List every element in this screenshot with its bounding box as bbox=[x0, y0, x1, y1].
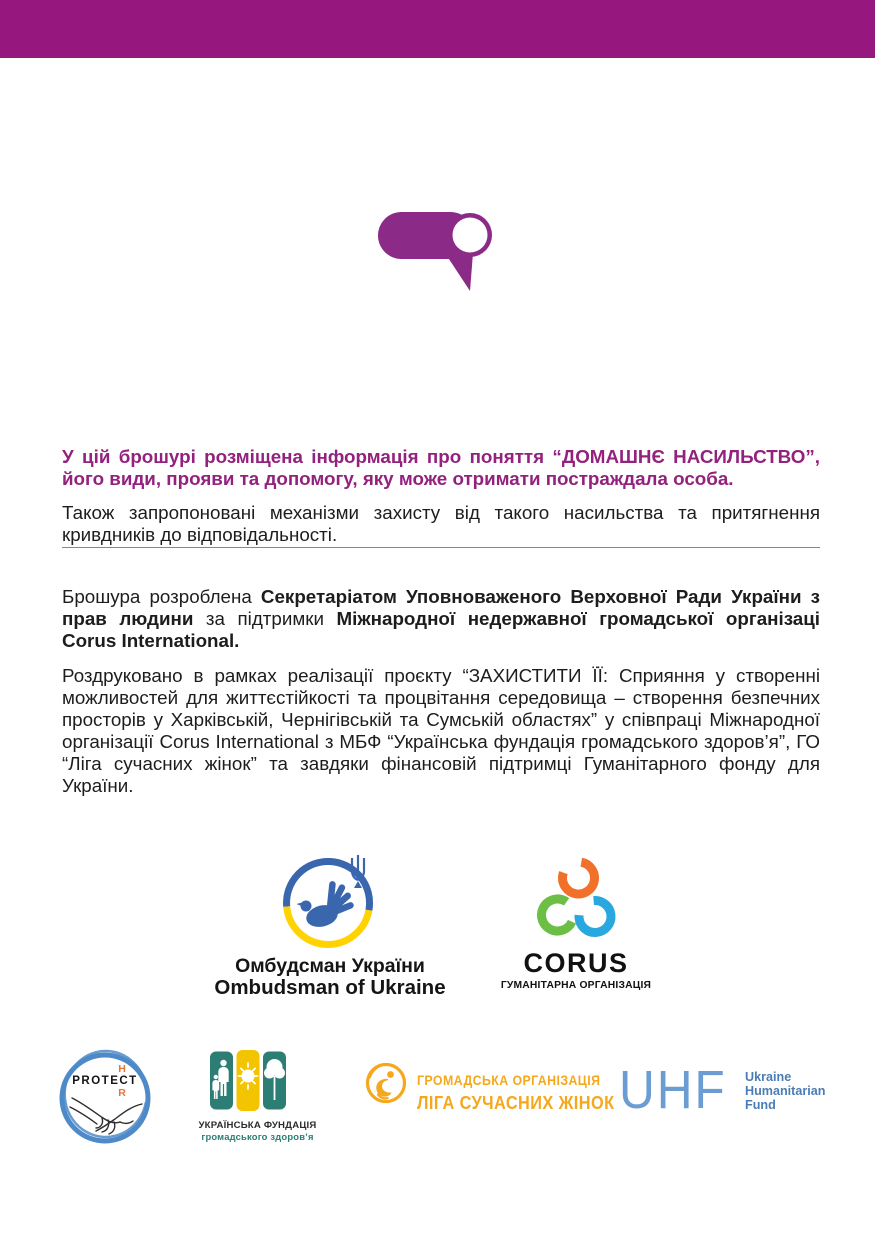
speech-bubble-icon bbox=[370, 205, 510, 295]
uhf-name-line1: Ukraine bbox=[745, 1070, 792, 1084]
uphf-name-line2: громадського здоров’я bbox=[201, 1131, 314, 1142]
ombudsman-name bbox=[210, 955, 450, 999]
liga-emblem-icon bbox=[364, 1061, 408, 1105]
intro-paragraph: Також запропоновані механізми захисту від такого насильства та притягнення кривдників до відповідальності. bbox=[62, 501, 820, 545]
section-divider bbox=[62, 547, 820, 548]
ombudsman-name-en: Ombudsman of Ukraine bbox=[214, 976, 446, 999]
protect-her-top-letter: H bbox=[118, 1063, 126, 1075]
credits-developed bbox=[62, 586, 820, 652]
intro-highlight: У цій брошурі розміщена інформація про поняття “ДОМАШНЄ НАСИЛЬСТВО”, його види, прояви та допомогу, яку може отримати постраждала особа. bbox=[62, 445, 820, 489]
ombudsman-emblem-icon bbox=[272, 843, 384, 949]
dove-hand-icon bbox=[297, 881, 355, 930]
protect-her-emblem-icon bbox=[58, 1044, 154, 1154]
credits-printed: Роздруковано в рамках реалізації проєкту “ЗАХИСТИТИ ЇЇ: Сприяння у створенні можливостей для життєстійкості та процвітання середовища – створення безпечних просторів у Харківській, Чернігівській та Сумській областях” у співпраці Міжнародної організації Corus International з МБФ “Українська фундація громадського здоров’я”, ГО “Ліга сучасних жінок” та завдяки фінансовій підтримці Гуманітарного фонду для України. bbox=[62, 664, 820, 796]
uphf-emblem-icon bbox=[210, 1050, 288, 1114]
corus-emblem-icon bbox=[527, 850, 623, 945]
protect-word: PROTECT bbox=[72, 1075, 138, 1087]
credits-developed-middle: за підтримки bbox=[193, 607, 337, 629]
ombudsman-name-uk: Омбудсман України bbox=[235, 955, 425, 977]
uphf-name-line1: УКРАЇНСЬКА ФУНДАЦІЯ bbox=[198, 1120, 317, 1131]
protect-her-bottom-letter: R bbox=[118, 1087, 126, 1099]
credits-developed-bold1: Секретаріатом Уповноваженого Верховної Ради України з прав людини bbox=[62, 585, 820, 629]
uhf-name-line3: Fund bbox=[745, 1097, 776, 1112]
uhf-wordmark: UHF bbox=[619, 1060, 727, 1120]
liga-name: ЛІГА СУЧАСНИХ ЖІНОК bbox=[417, 1092, 615, 1113]
corus-wordmark: CORUS bbox=[523, 948, 629, 978]
credits-developed-bold2: Міжнародної недержавної громадської організаці Corus International. bbox=[62, 607, 820, 651]
credits-developed-prefix: Брошура розроблена bbox=[62, 585, 261, 607]
corus-tagline: ГУМАНІТАРНА ОРГАНІЗАЦІЯ bbox=[500, 980, 652, 991]
uhf-name bbox=[745, 1071, 825, 1112]
uhf-name-line2: Humanitarian bbox=[745, 1083, 826, 1098]
liga-org-type: ГРОМАДСЬКА ОРГАНІЗАЦІЯ bbox=[417, 1072, 601, 1088]
header-bar bbox=[0, 0, 875, 58]
